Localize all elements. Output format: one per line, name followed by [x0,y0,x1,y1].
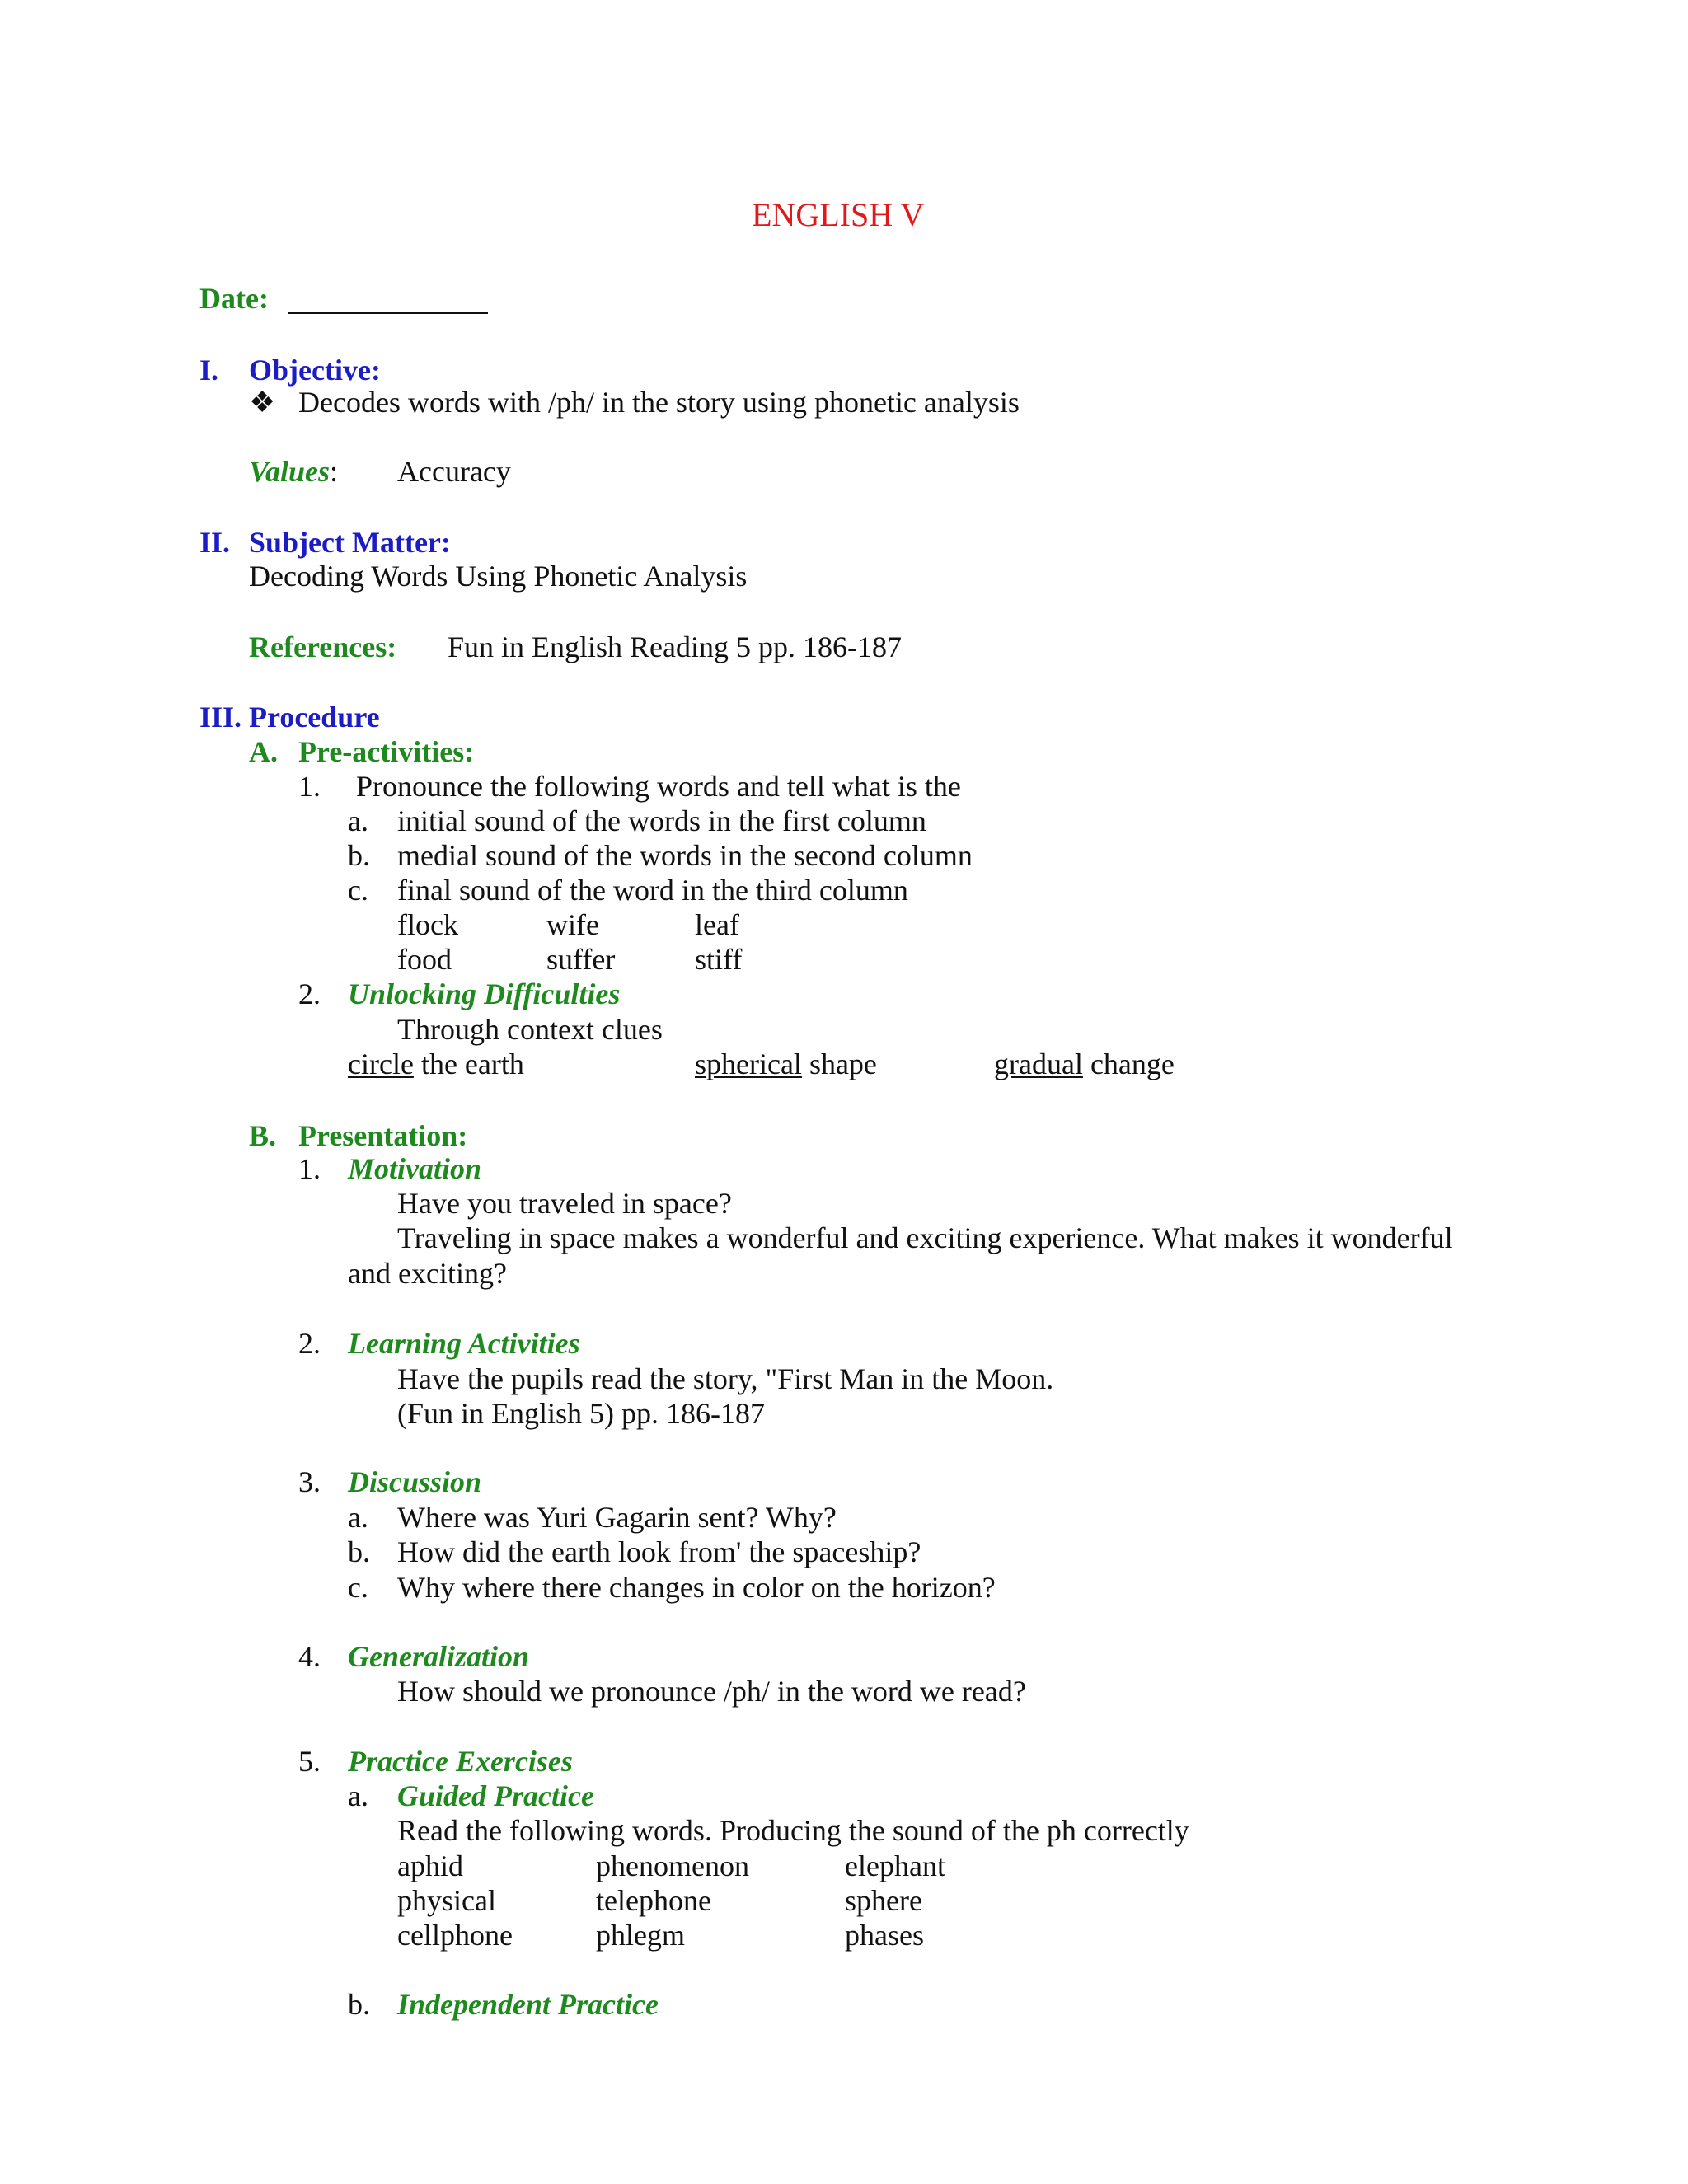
discussion-question: How did the earth look from' the spaceship? [397,1535,921,1568]
references-text: Fun in English Reading 5 pp. 186-187 [448,630,902,663]
word-cell: telephone [596,1884,711,1917]
list-number: 2. [298,1327,321,1360]
list-letter: c. [348,1571,368,1604]
context-clues-text: Through context clues [397,1013,663,1046]
diamond-bullet-icon: ❖ [249,386,276,419]
context-clue: spherical shape [695,1047,877,1080]
pre-activities-heading: Pre-activities: [298,735,475,768]
section-number-objective: I. [199,354,219,387]
unlocking-difficulties-heading: Unlocking Difficulties [348,977,621,1010]
procedure-heading: Procedure [249,701,380,733]
word-cell: suffer [546,943,616,976]
section-number-procedure: III. [199,701,242,733]
word-cell: wife [546,908,599,941]
references-label: References: [249,630,397,663]
practice-exercises-heading: Practice Exercises [348,1745,573,1778]
word-cell: physical [397,1884,496,1917]
word-cell: sphere [845,1884,922,1917]
presentation-heading: Presentation: [298,1119,468,1152]
word-cell: cellphone [397,1919,513,1952]
discussion-question: Why where there changes in color on the horizon? [397,1571,996,1604]
list-item: initial sound of the words in the first column [397,804,926,837]
word-cell: phases [845,1919,924,1952]
context-clue: gradual change [994,1047,1175,1080]
word-cell: stiff [695,943,743,976]
subject-heading: Subject Matter: [249,526,451,559]
date-blank-line [288,312,488,314]
page-title: ENGLISH V [752,196,925,233]
learning-text: Have the pupils read the story, "First Man in the Moon. [397,1362,1054,1395]
list-letter: c. [348,874,368,907]
guided-practice-text: Read the following words. Producing the sound of the ph correctly [397,1814,1189,1847]
learning-activities-heading: Learning Activities [348,1327,580,1360]
discussion-question: Where was Yuri Gagarin sent? Why? [397,1501,837,1534]
word-cell: aphid [397,1849,463,1882]
list-letter: a. [348,804,368,837]
independent-practice-heading: Independent Practice [397,1988,659,2021]
list-letter: a. [348,1779,368,1812]
list-letter: b. [348,839,370,872]
list-item: final sound of the word in the third column [397,874,908,907]
subject-text: Decoding Words Using Phonetic Analysis [249,560,748,593]
section-number-subject: II. [199,526,231,559]
pre-activities-letter: A. [249,735,278,768]
learning-text: (Fun in English 5) pp. 186-187 [397,1397,765,1430]
word-cell: elephant [845,1849,945,1882]
motivation-text: Traveling in space makes a wonderful and exciting experience. What makes it wonderful [397,1221,1453,1254]
date-label: Date: [199,282,269,315]
pronounce-instruction: Pronounce the following words and tell what is the [356,770,961,803]
values-text: Accuracy [397,455,511,488]
generalization-heading: Generalization [348,1640,530,1673]
word-cell: flock [397,908,458,941]
list-item: medial sound of the words in the second column [397,839,973,872]
values-label: Values: [249,455,339,488]
motivation-heading: Motivation [348,1152,482,1185]
list-number: 2. [298,977,321,1010]
motivation-text-cont: and exciting? [348,1257,507,1290]
word-cell: leaf [695,908,739,941]
list-number: 3. [298,1465,321,1498]
list-letter: b. [348,1988,370,2021]
list-number: 5. [298,1745,321,1778]
objective-text: Decodes words with /ph/ in the story using phonetic analysis [298,386,1020,419]
list-number: 1. [298,1152,321,1185]
list-letter: b. [348,1535,370,1568]
word-cell: phlegm [596,1919,685,1952]
guided-practice-heading: Guided Practice [397,1779,594,1812]
motivation-question: Have you traveled in space? [397,1187,732,1220]
presentation-letter: B. [249,1119,277,1152]
generalization-text: How should we pronounce /ph/ in the word we read? [397,1675,1026,1708]
objective-heading: Objective: [249,354,381,387]
word-cell: phenomenon [596,1849,749,1882]
context-clue: circle the earth [348,1047,524,1080]
discussion-heading: Discussion [348,1465,482,1498]
list-letter: a. [348,1501,368,1534]
list-number: 4. [298,1640,321,1673]
word-cell: food [397,943,452,976]
list-number: 1. [298,770,321,803]
